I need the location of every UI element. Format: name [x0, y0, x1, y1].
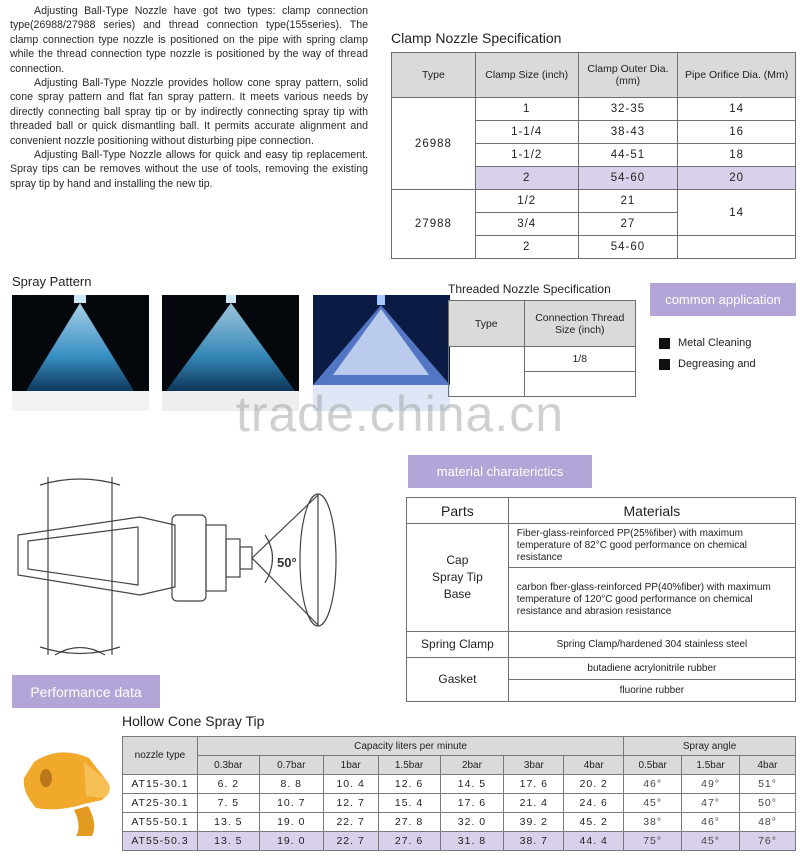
- threaded-header-type: Type: [449, 301, 525, 347]
- perf-capacity-cell: 15. 4: [378, 794, 440, 813]
- clamp-outer-cell: 54-60: [578, 236, 678, 259]
- perf-capacity-cell: 17. 6: [440, 794, 504, 813]
- perf-capacity-cell: 32. 0: [440, 813, 504, 832]
- perf-type-cell: AT55-50.1: [123, 813, 198, 832]
- perf-type-cell: AT25-30.1: [123, 794, 198, 813]
- perf-capacity-cell: 22. 7: [323, 813, 378, 832]
- clamp-outer-cell: 38-43: [578, 121, 678, 144]
- table-row: [392, 98, 796, 121]
- clamp-size-cell: 1-1/4: [475, 121, 578, 144]
- threaded-size-cell: 1/8: [524, 347, 635, 372]
- perf-capacity-cell: 19. 0: [259, 813, 323, 832]
- perf-capacity-cell: 10. 4: [323, 775, 378, 794]
- perf-angle-cell: 45°: [682, 832, 740, 851]
- intro-paragraph-1: Adjusting Ball-Type Nozzle have got two types: clamp connection type(26988/27988 series) and thread connection type(155series). The clamp connection type nozzle is positioned on the pipe with spring clamp while the thread connection type nozzle is positioned by the way of thread connection.: [10, 5, 368, 75]
- perf-pressure-header: 2bar: [440, 756, 504, 775]
- perf-capacity-cell: 7. 5: [197, 794, 259, 813]
- clamp-orifice-cell: 18: [678, 144, 796, 167]
- nozzle-diagram: [0, 455, 380, 685]
- clamp-outer-cell: 27: [578, 213, 678, 236]
- part-name: Cap: [446, 553, 469, 567]
- application-item-label: Degreasing and: [678, 358, 756, 370]
- material-desc-cell: carbon fber-glass-reinforced PP(40%fiber) with maximum temperature of 120°C good performance on chemical resistance and abrasion resistance: [508, 568, 795, 632]
- table-row: [407, 632, 796, 658]
- part-name: Base: [443, 587, 472, 601]
- perf-pressure-header: 0.7bar: [259, 756, 323, 775]
- perf-capacity-cell: 38. 7: [504, 832, 564, 851]
- material-part-cell: Gasket: [407, 658, 509, 702]
- perf-capacity-cell: 27. 8: [378, 813, 440, 832]
- perf-capacity-cell: 8. 8: [259, 775, 323, 794]
- perf-pressure-header: 4bar: [564, 756, 624, 775]
- perf-pressure-header: 1.5bar: [378, 756, 440, 775]
- material-desc-cell: Spring Clamp/hardened 304 stainless steel: [508, 632, 795, 658]
- table-row: [123, 794, 796, 813]
- perf-capacity-cell: 13. 5: [197, 813, 259, 832]
- perf-capacity-cell: 12. 7: [323, 794, 378, 813]
- material-header-materials: Materials: [508, 498, 795, 524]
- material-desc-cell: fluorine rubber: [508, 680, 795, 702]
- part-name: Spray Tip: [432, 570, 483, 584]
- perf-angle-pressure-header: 1.5bar: [682, 756, 740, 775]
- perf-angle-cell: 46°: [682, 813, 740, 832]
- perf-pressure-header: 0.3bar: [197, 756, 259, 775]
- perf-angle-cell: 38°: [624, 813, 682, 832]
- application-item: [659, 358, 756, 370]
- perf-angle-cell: 48°: [740, 813, 796, 832]
- clamp-size-cell: 1-1/2: [475, 144, 578, 167]
- perf-capacity-cell: 6. 2: [197, 775, 259, 794]
- perf-angle-cell: 76°: [740, 832, 796, 851]
- perf-pressure-header: 3bar: [504, 756, 564, 775]
- perf-capacity-cell: 14. 5: [440, 775, 504, 794]
- clamp-type-cell: 26988: [392, 98, 476, 190]
- clamp-outer-cell: 54-60: [578, 167, 678, 190]
- table-row: [123, 775, 796, 794]
- perf-capacity-cell: 21. 4: [504, 794, 564, 813]
- table-row-highlighted: [123, 832, 796, 851]
- clamp-type-cell: 27988: [392, 190, 476, 259]
- perf-capacity-cell: 44. 4: [564, 832, 624, 851]
- perf-capacity-cell: 45. 2: [564, 813, 624, 832]
- clamp-header-outer: Clamp Outer Dia. (mm): [578, 53, 678, 98]
- intro-text: [10, 4, 368, 191]
- clamp-outer-cell: 21: [578, 190, 678, 213]
- table-row: [449, 347, 636, 372]
- performance-label: Performance data: [12, 675, 160, 708]
- perf-angle-cell: 49°: [682, 775, 740, 794]
- clamp-orifice-cell: 14: [678, 190, 796, 236]
- clamp-size-cell: 3/4: [475, 213, 578, 236]
- perf-capacity-cell: 10. 7: [259, 794, 323, 813]
- intro-paragraph-3: Adjusting Ball-Type Nozzle allows for quick and easy tip replacement. Spray tips can be removes without the use of tools, removing the existing spray tip by hand and installing the new tip.: [10, 149, 368, 190]
- perf-angle-pressure-header: 0.5bar: [624, 756, 682, 775]
- material-desc-cell: butadiene acrylonitrile rubber: [508, 658, 795, 680]
- perf-header-angle: Spray angle: [624, 737, 796, 756]
- perf-capacity-cell: 12. 6: [378, 775, 440, 794]
- perf-type-cell: AT15-30.1: [123, 775, 198, 794]
- spray-angle-label: 50°: [277, 555, 297, 570]
- table-row: [407, 658, 796, 680]
- clamp-orifice-cell: 14: [678, 98, 796, 121]
- clamp-header-size: Clamp Size (inch): [475, 53, 578, 98]
- clamp-size-cell: 2: [475, 236, 578, 259]
- clamp-orifice-cell: 20: [678, 167, 796, 190]
- threaded-spec-table: [448, 300, 636, 397]
- material-header-parts: Parts: [407, 498, 509, 524]
- clamp-size-cell: 1/2: [475, 190, 578, 213]
- perf-angle-cell: 46°: [624, 775, 682, 794]
- table-row: [392, 190, 796, 213]
- clamp-orifice-cell-empty: [678, 236, 796, 259]
- perf-angle-cell: 75°: [624, 832, 682, 851]
- clamp-orifice-cell: 16: [678, 121, 796, 144]
- perf-capacity-cell: 39. 2: [504, 813, 564, 832]
- clamp-outer-cell: 32-35: [578, 98, 678, 121]
- material-desc-cell: Fiber-glass-reinforced PP(25%fiber) with maximum temperature of 82°C good performance on chemical resistance: [508, 524, 795, 568]
- perf-header-capacity: Capacity liters per minute: [197, 737, 623, 756]
- perf-capacity-cell: 31. 8: [440, 832, 504, 851]
- perf-angle-cell: 50°: [740, 794, 796, 813]
- threaded-header-size: Connection Thread Size (inch): [524, 301, 635, 347]
- perf-capacity-cell: 19. 0: [259, 832, 323, 851]
- perf-capacity-cell: 13. 5: [197, 832, 259, 851]
- performance-table: [122, 736, 796, 851]
- clamp-size-cell: 1: [475, 98, 578, 121]
- table-row: [123, 813, 796, 832]
- clamp-header-orifice: Pipe Orifice Dia. (Mm): [678, 53, 796, 98]
- table-row: [407, 524, 796, 568]
- perf-capacity-cell: 24. 6: [564, 794, 624, 813]
- perf-angle-cell: 47°: [682, 794, 740, 813]
- application-item: [659, 337, 751, 349]
- common-application-label: common application: [650, 283, 796, 316]
- perf-header-type: nozzle type: [123, 737, 198, 775]
- material-part-cell: [407, 524, 509, 632]
- perf-capacity-cell: 17. 6: [504, 775, 564, 794]
- clamp-spec-table: [391, 52, 796, 259]
- watermark: trade.china.cn: [235, 386, 565, 442]
- perf-angle-cell: 45°: [624, 794, 682, 813]
- spray-pattern-title: Spray Pattern: [12, 274, 92, 289]
- bullet-square-icon: [659, 338, 670, 349]
- clamp-header-type: Type: [392, 53, 476, 98]
- perf-pressure-header: 1bar: [323, 756, 378, 775]
- performance-title: Hollow Cone Spray Tip: [122, 713, 265, 729]
- clamp-size-cell: 2: [475, 167, 578, 190]
- perf-capacity-cell: 20. 2: [564, 775, 624, 794]
- perf-angle-cell: 51°: [740, 775, 796, 794]
- perf-capacity-cell: 27. 6: [378, 832, 440, 851]
- spray-tip-image: [14, 740, 114, 840]
- material-table: [406, 497, 796, 702]
- threaded-spec-title: Threaded Nozzle Specification: [448, 282, 611, 296]
- material-label: material charaterictics: [408, 455, 592, 488]
- perf-angle-pressure-header: 4bar: [740, 756, 796, 775]
- clamp-outer-cell: 44-51: [578, 144, 678, 167]
- intro-paragraph-2: Adjusting Ball-Type Nozzle provides hollow cone spray pattern, solid cone spray pattern and flat fan spray pattern. It meets various needs by directly connecting ball spray tip or by indirectly connecting spray tip with threaded ball or quick dismantling ball. It permits accurate alignment and convenient nozzle positioning without disturbing pipe connection.: [10, 77, 368, 147]
- perf-capacity-cell: 22. 7: [323, 832, 378, 851]
- application-item-label: Metal Cleaning: [678, 337, 752, 349]
- bullet-square-icon: [659, 359, 670, 370]
- clamp-spec-title: Clamp Nozzle Specification: [391, 30, 562, 46]
- material-part-cell: Spring Clamp: [407, 632, 509, 658]
- perf-type-cell: AT55-50.3: [123, 832, 198, 851]
